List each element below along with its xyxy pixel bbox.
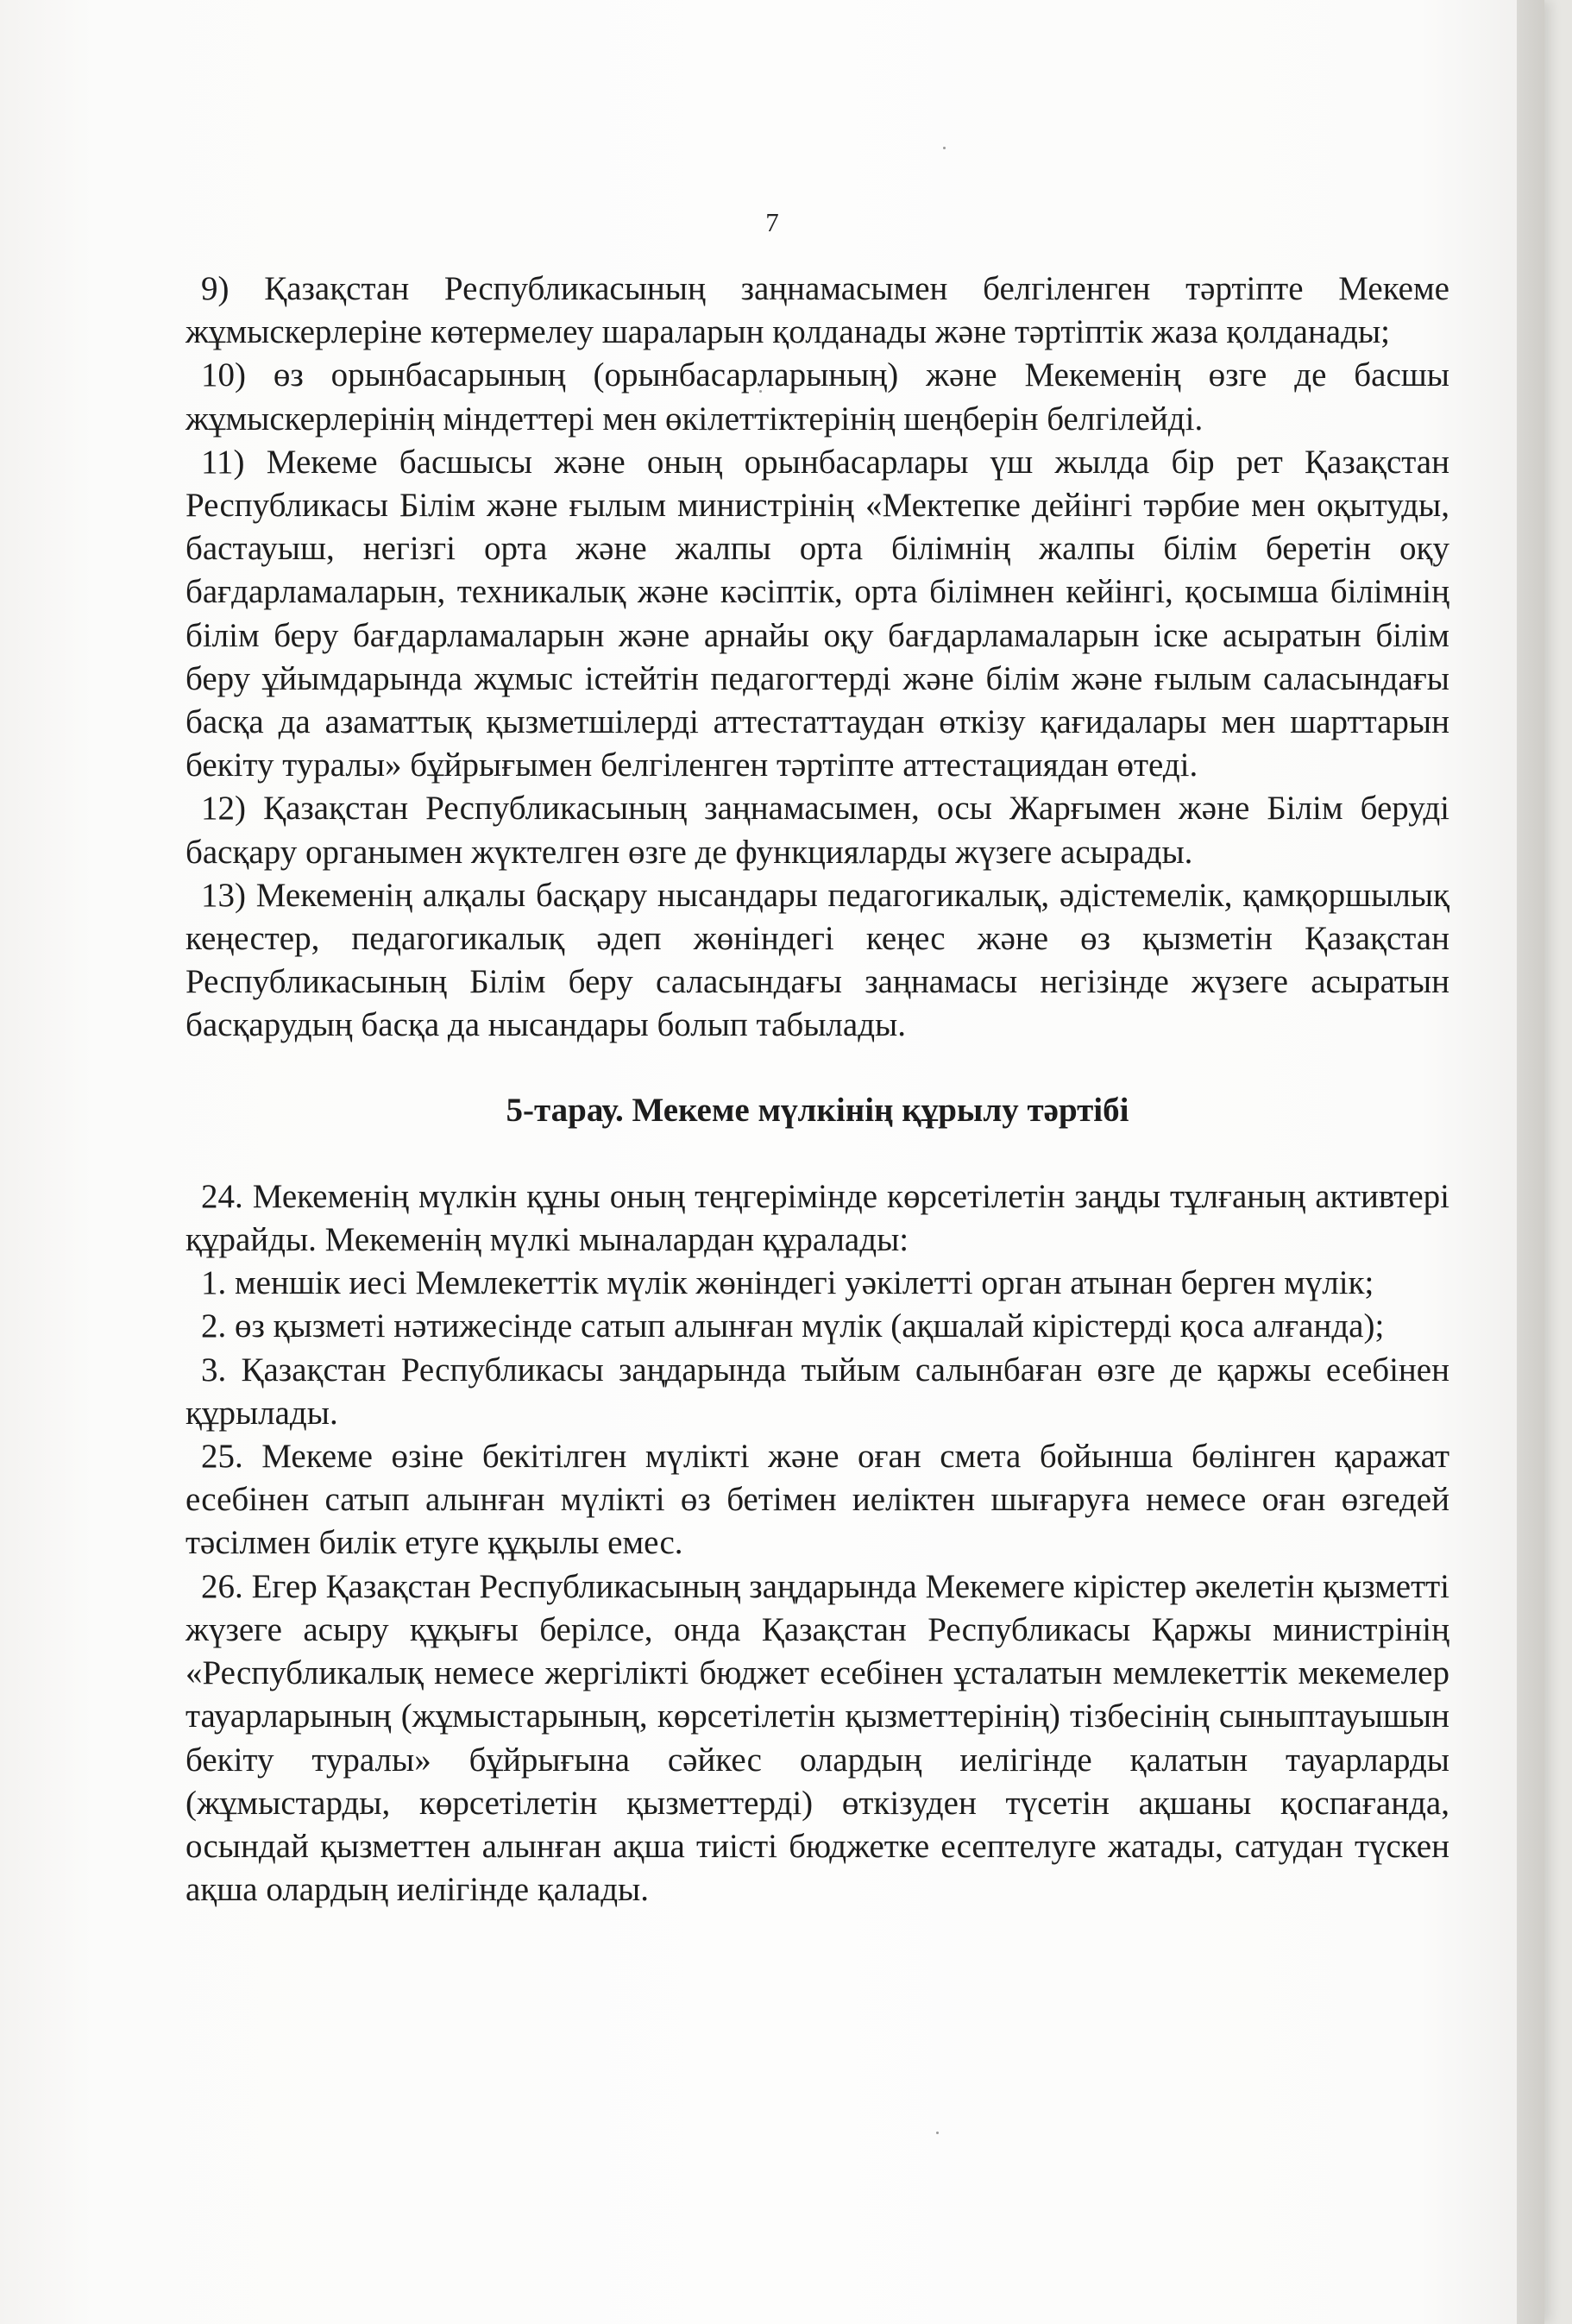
paragraph-9: 9) Қазақстан Республикасының заңнамасымен белгіленген тәртіпте Мекеме жұмыскерлеріне көтермелеу шараларын қолданады және тәртіптік жаза қолданады; [185, 270, 1449, 351]
page-edge-shadow [1517, 0, 1544, 2324]
paragraph-13: 13) Мекеменің алқалы басқару нысандары педагогикалық, әдістемелік, қамқоршылық кеңестер, педагогикалық әдеп жөніндегі кеңес және өз қызметін Қазақстан Республикасының Білім беру саласындағы заңнамасы негізінде жүзеге асыратын басқарудың басқа да нысандары болып табылады. [185, 876, 1449, 1044]
list-item-2: 2. өз қызметі нәтижесінде сатып алынған мүлік (ақшалай кірістерді қоса алғанда); [201, 1307, 1385, 1345]
paragraph-10: 10) өз орынбасарының (орынбасарларының) және Мекеменің өзге де басшы жұмыскерлерінің міндеттері мен өкілеттіктерінің шеңберін белгілейді. [185, 356, 1449, 438]
section-title: 5-тарау. Мекеме мүлкінің құрылу тәртібі [506, 1091, 1129, 1129]
paper-speck [943, 147, 946, 149]
paragraph-24: 24. Мекеменің мүлкін құны оның теңгерімінде көрсетілетін заңды тұлғаның активтері құрайды. Мекеменің мүлкі мыналардан құралады: [185, 1177, 1449, 1259]
paragraph-12: 12) Қазақстан Республикасының заңнамасымен, осы Жарғымен және Білім беруді басқару органымен жүктелген өзге де функцияларды жүзеге асырады. [185, 790, 1449, 871]
paragraph-26: 26. Егер Қазақстан Республикасының заңдарында Мекемеге кірістер әкелетін қызметті жүзеге асыру құқығы берілсе, онда Қазақстан Республикасы Қаржы министрінің «Республикалық немесе жергілікті бюджет есебінен ұсталатын мемлекеттік мекемелер тауарларының (жұмыстарының, көрсетілетін қызметтерінің) тізбесінің сыныптауышын бекіту туралы» бұйрығына сәйкес олардың иелігінде қалатын тауарларды (жұмыстарды, көрсетілетін қызметтерді) өткізуден түсетін ақшаны қоспағанда, осындай қызметтен алынған ақша тиісті бюджетке есептелуге жатады, сатудан түскен ақша олардың иелігінде қалады. [185, 1567, 1449, 1909]
paragraph-11: 11) Мекеме басшысы және оның орынбасарлары үш жылда бір рет Қазақстан Республикасы Білім және ғылым министрінің «Мектепке дейінгі тәрбие мен оқытуды, бастауыш, негізгі орта және жалпы орта білімнің жалпы білім беретін оқу бағдарламаларын, техникалық және кәсіптік, орта білімнен кейінгі, қосымша білімнің білім беру бағдарламаларын және арнайы оқу бағдарламаларын іске асыратын білім беру ұйымдарында жұмыс істейтін педагогтерді және білім және ғылым саласындағы басқа да азаматтық қызметшілерді аттестаттаудан өткізу қағидалары мен шарттарын бекіту туралы» бұйрығымен белгіленген тәртіпте аттестациядан өтеді. [185, 443, 1449, 784]
paragraph-25: 25. Мекеме өзіне бекітілген мүлікті және оған смета бойынша бөлінген қаражат есебінен сатып алынған мүлікті өз бетімен иеліктен шығаруға немесе оған өзгедей тәсілмен билік етуге құқылы емес. [185, 1438, 1449, 1562]
paper-speck [936, 2132, 939, 2134]
document-body [185, 268, 1449, 1911]
list-item-1: 1. меншік иесі Мемлекеттік мүлік жөніндегі уәкілетті орган атынан берген мүлік; [201, 1264, 1374, 1302]
list-item-3: 3. Қазақстан Республикасы заңдарында тыйым салынбаған өзге де қаржы есебінен құрылады. [185, 1351, 1449, 1432]
page-number: 7 [765, 207, 779, 237]
